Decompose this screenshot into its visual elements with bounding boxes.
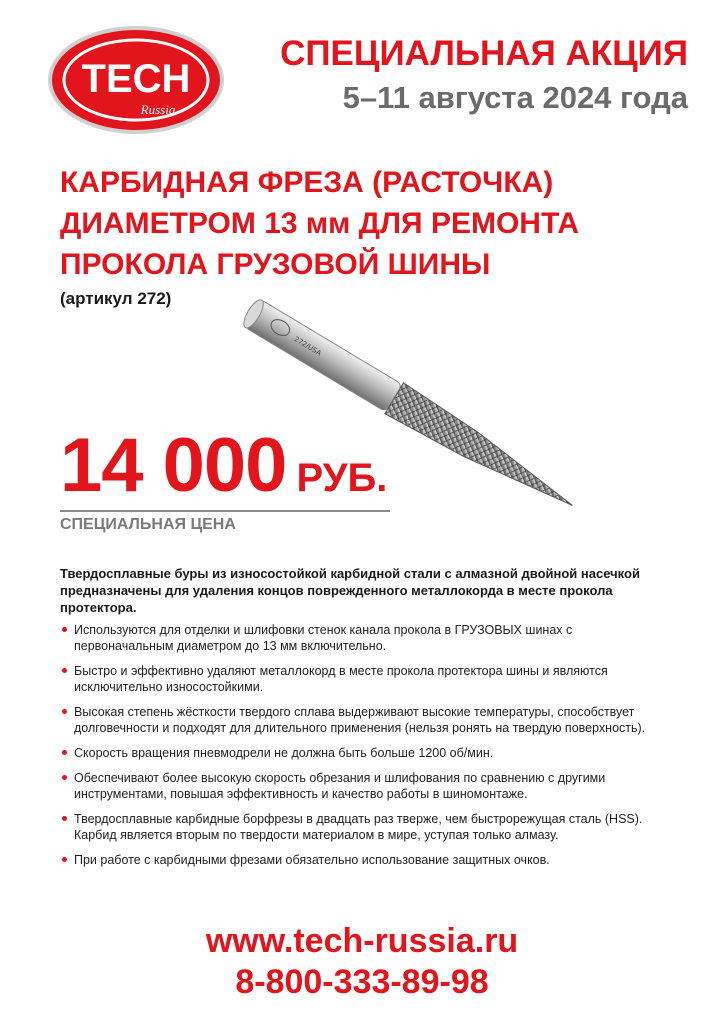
bullet-icon (62, 750, 67, 755)
bullet-icon (62, 775, 67, 780)
product-title-line: КАРБИДНАЯ ФРЕЗА (РАСТОЧКА) (60, 166, 554, 199)
website-link[interactable]: www.tech-russia.ru (205, 922, 519, 960)
bullet-icon (62, 857, 67, 862)
logo-sub-text: Russia (140, 102, 176, 117)
logo-brand-text: TECH (81, 57, 191, 101)
bullet-icon (62, 627, 67, 632)
list-item-text: Используются для отделки и шлифовки стенок канала прокола в ГРУЗОВЫХ шинах с первоначальным диаметром до 13 мм включительно. (74, 623, 573, 653)
list-item-text: Скорость вращения пневмодрели не должна быть больше 1200 об/мин. (74, 746, 494, 760)
promo-dates: 5–11 августа 2024 года (342, 80, 688, 115)
list-item (60, 770, 660, 802)
tech-russia-logo (46, 24, 226, 136)
product-title (60, 162, 680, 285)
promo-title: СПЕЦИАЛЬНАЯ АКЦИЯ (280, 34, 688, 73)
phone-number[interactable]: 8-800-333-89-98 (235, 963, 489, 1001)
bullet-icon (62, 709, 67, 714)
description-intro: Твердосплавные буры из износостойкой карбидной стали с алмазной двойной насечкой предназначены для удаления концов поврежденного металлокорда в месте прокола протектора. (60, 566, 640, 615)
price-currency: РУБ. (296, 456, 388, 500)
list-item-text: Быстро и эффективно удаляют металлокорд в месте прокола протектора шины и являются исключительно износостойкими. (74, 664, 608, 694)
bullet-icon (62, 668, 67, 673)
list-item-text: При работе с карбидными фрезами обязательно использование защитных очков. (74, 853, 550, 867)
list-item-text: Обеспечивают более высокую скорость обрезания и шлифования по сравнению с другими инструментами, повышая эффективность и качество работы в шиномонтаже. (74, 771, 606, 801)
list-item-text: Твердосплавные карбидные борфрезы в двадцать раз тверже, чем быстрорежущая сталь (HSS). Карбид является вторым по твердости материалом в мире, уступая только алмазу. (74, 812, 643, 842)
list-item-text: Высокая степень жёсткости твердого сплава выдерживают высокие температуры, способствует долговечности и подходят для длительного применения (нельзя ронять на твердую поверхность). (74, 705, 646, 735)
product-title-line: ПРОКОЛА ГРУЗОВОЙ ШИНЫ (60, 248, 491, 281)
bullet-icon (62, 816, 67, 821)
svg-text:272/USA: 272/USA (292, 335, 323, 358)
list-item (60, 622, 660, 654)
product-title-line: ДИАМЕТРОМ 13 мм ДЛЯ РЕМОНТА (60, 207, 580, 240)
feature-list (60, 622, 660, 877)
price-divider (60, 510, 390, 512)
list-item (60, 852, 660, 868)
list-item (60, 704, 660, 736)
article-number: (артикул 272) (60, 289, 172, 308)
list-item (60, 811, 660, 843)
price (60, 420, 387, 524)
price-amount: 14 000 (60, 423, 287, 508)
price-label: СПЕЦИАЛЬНАЯ ЦЕНА (60, 516, 236, 533)
list-item (60, 663, 660, 695)
list-item (60, 745, 660, 761)
